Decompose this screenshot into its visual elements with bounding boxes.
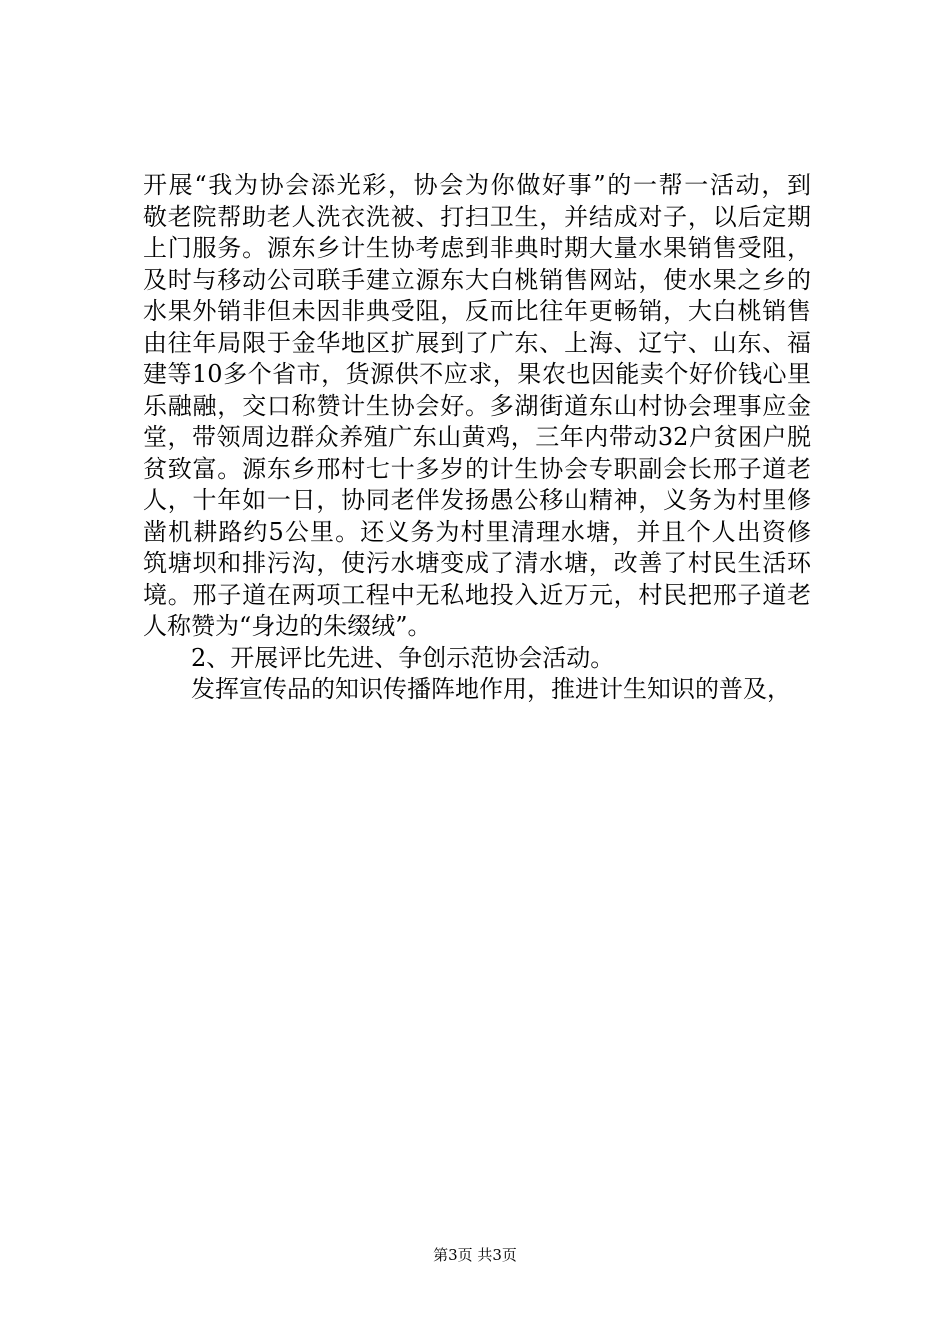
document-body: [143, 170, 811, 706]
paragraph-line: 乐融融，交口称赞计生协会好。多湖街道东山村协会理事应金: [143, 391, 811, 420]
paragraph-line: 建等10多个省市，货源供不应求，果农也因能卖个好价钱心里: [143, 360, 811, 388]
paragraph-line: 贫致富。源东乡邢村七十多岁的计生协会专职副会长邢子道老: [143, 454, 811, 483]
paragraph-line: 发挥宣传品的知识传播阵地作用，推进计生知识的普及，: [191, 675, 791, 703]
paragraph-line: 筑塘坝和排污沟，使污水塘变成了清水塘，改善了村民生活环: [143, 549, 811, 577]
paragraph-line: 人称赞为“身边的朱缀绒”。: [143, 612, 432, 640]
paragraph-line: 凿机耕路约5公里。还义务为村里清理水塘，并且个人出资修: [143, 517, 811, 546]
paragraph-line: 堂，带领周边群众养殖广东山黄鸡，三年内带动32户贫困户脱: [143, 423, 811, 451]
page-footer: [0, 1245, 950, 1265]
paragraph-line: 及时与移动公司联手建立源东大白桃销售网站，使水果之乡的: [143, 265, 811, 294]
paragraph: [143, 170, 811, 643]
paragraph-line: 境。邢子道在两项工程中无私地投入近万元，村民把邢子道老: [143, 580, 811, 609]
paragraph: [143, 674, 811, 706]
paragraph-line: 人，十年如一日，协同老伴发扬愚公移山精神，义务为村里修: [143, 486, 811, 514]
section-heading: 2、开展评比先进、争创示范协会活动。: [191, 643, 615, 672]
paragraph-line: 敬老院帮助老人洗衣洗被、打扫卫生，并结成对子，以后定期: [143, 202, 811, 231]
paragraph-line: 水果外销非但未因非典受阻，反而比往年更畅销，大白桃销售: [143, 297, 811, 325]
paragraph-line: 上门服务。源东乡计生协考虑到非典时期大量水果销售受阻，: [143, 234, 811, 262]
paragraph-line: 开展“我为协会添光彩，协会为你做好事”的一帮一活动，到: [143, 171, 811, 199]
page-number-label: 第3页 共3页: [433, 1246, 517, 1264]
paragraph-line: 由往年局限于金华地区扩展到了广东、上海、辽宁、山东、福: [143, 328, 811, 357]
